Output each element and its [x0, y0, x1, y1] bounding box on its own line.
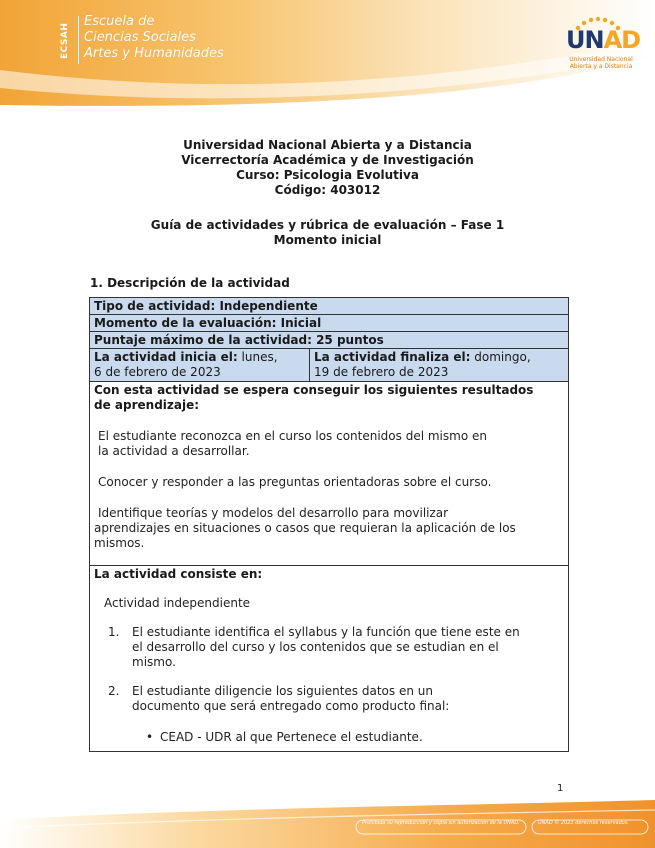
end-label: La actividad finaliza el:	[314, 350, 471, 364]
unad-un: UN	[566, 26, 604, 54]
school-name	[84, 14, 224, 62]
evaluation-moment-row: Momento de la evaluación: Inicial	[90, 315, 568, 332]
school-line-2: Ciencias Sociales	[84, 30, 196, 45]
guide-title-line-2: Momento inicial	[273, 233, 382, 247]
outcome-2: Conocer y responder a las preguntas orientadoras sobre el curso.	[98, 475, 492, 489]
step-1c: mismo.	[132, 655, 176, 669]
outcome-3b: aprendizajes en situaciones o casos que requieran la aplicación de los	[94, 521, 516, 535]
step-1-number: 1.	[108, 625, 120, 639]
footer-notice: Prohibida su reproducción y copia sin autorización de la UNAD.	[362, 820, 520, 826]
school-divider	[78, 16, 79, 64]
step-1b: el desarrollo del curso y los contenidos que se estudian en el	[132, 640, 499, 654]
footer-copyright: UNAD © 2023 derechos reservados.	[538, 820, 630, 826]
ecsah-acronym: ECSAH	[60, 22, 70, 60]
step-1	[108, 625, 564, 670]
activity-consists-cell	[90, 566, 568, 751]
end-date: 19 de febrero de 2023	[314, 365, 449, 379]
step-spacer	[108, 670, 564, 684]
activity-type-row: Tipo de actividad: Independiente	[90, 298, 568, 315]
outcomes-lead-2: de aprendizaje:	[94, 398, 200, 412]
start-day: lunes,	[237, 350, 278, 364]
guide-title	[0, 218, 655, 248]
end-date-cell	[310, 349, 568, 381]
unad-subtitle-1: Universidad Nacional	[569, 56, 633, 63]
independent-activity: Actividad independiente	[104, 596, 251, 610]
start-label: La actividad inicia el:	[94, 350, 238, 364]
guide-title-line-1: Guía de actividades y rúbrica de evaluación – Fase 1	[150, 218, 505, 232]
activity-table	[89, 297, 569, 752]
step-2	[108, 684, 564, 714]
unad-ad: AD	[603, 26, 641, 54]
bullet-item-1	[94, 730, 564, 745]
step-2-number: 2.	[108, 684, 120, 698]
steps-list	[94, 625, 564, 714]
step-1-text	[132, 625, 520, 670]
end-day: domingo,	[470, 350, 531, 364]
consists-lead: La actividad consiste en:	[94, 567, 263, 581]
outcome-1b: la actividad a desarrollar.	[98, 444, 250, 458]
outcome-3a: Identifique teorías y modelos del desarrollo para movilizar	[98, 506, 449, 520]
document-title	[0, 138, 655, 198]
start-date: 6 de febrero de 2023	[94, 365, 221, 379]
course-name: Curso: Psicologia Evolutiva	[236, 168, 419, 182]
outcome-3c: mismos.	[94, 536, 145, 550]
page-number: 1	[557, 783, 564, 794]
outcome-1a: El estudiante reconozca en el curso los contenidos del mismo en	[98, 429, 487, 443]
step-2b: documento que será entregado como producto final:	[132, 699, 450, 713]
unad-logo-wordmark	[566, 26, 640, 54]
school-line-1: Escuela de	[84, 14, 155, 29]
bullet-symbol: •	[146, 730, 154, 744]
university-name: Universidad Nacional Abierta y a Distancia	[183, 138, 472, 152]
step-2-text	[132, 684, 449, 714]
dates-row	[90, 349, 568, 382]
start-date-cell	[90, 349, 310, 381]
step-1a: El estudiante identifica el syllabus y la función que tiene este en	[132, 625, 520, 639]
section-heading: 1. Descripción de la actividad	[90, 276, 290, 290]
unad-subtitle	[560, 56, 642, 70]
outcomes-lead-1: Con esta actividad se espera conseguir los siguientes resultados	[94, 383, 534, 397]
vice-rectory: Vicerrectoría Académica y de Investigación	[181, 153, 474, 167]
bullet-1-text: CEAD - UDR al que Pertenece el estudiante.	[160, 730, 423, 744]
unad-subtitle-2: Abierta y a Distancia	[569, 63, 633, 70]
max-score-row: Puntaje máximo de la actividad: 25 puntos	[90, 332, 568, 349]
learning-outcomes-cell	[90, 382, 568, 566]
course-code: Código: 403012	[274, 183, 381, 197]
school-line-3: Artes y Humanidades	[84, 46, 224, 61]
step-2a: El estudiante diligencie los siguientes datos en un	[132, 684, 433, 698]
